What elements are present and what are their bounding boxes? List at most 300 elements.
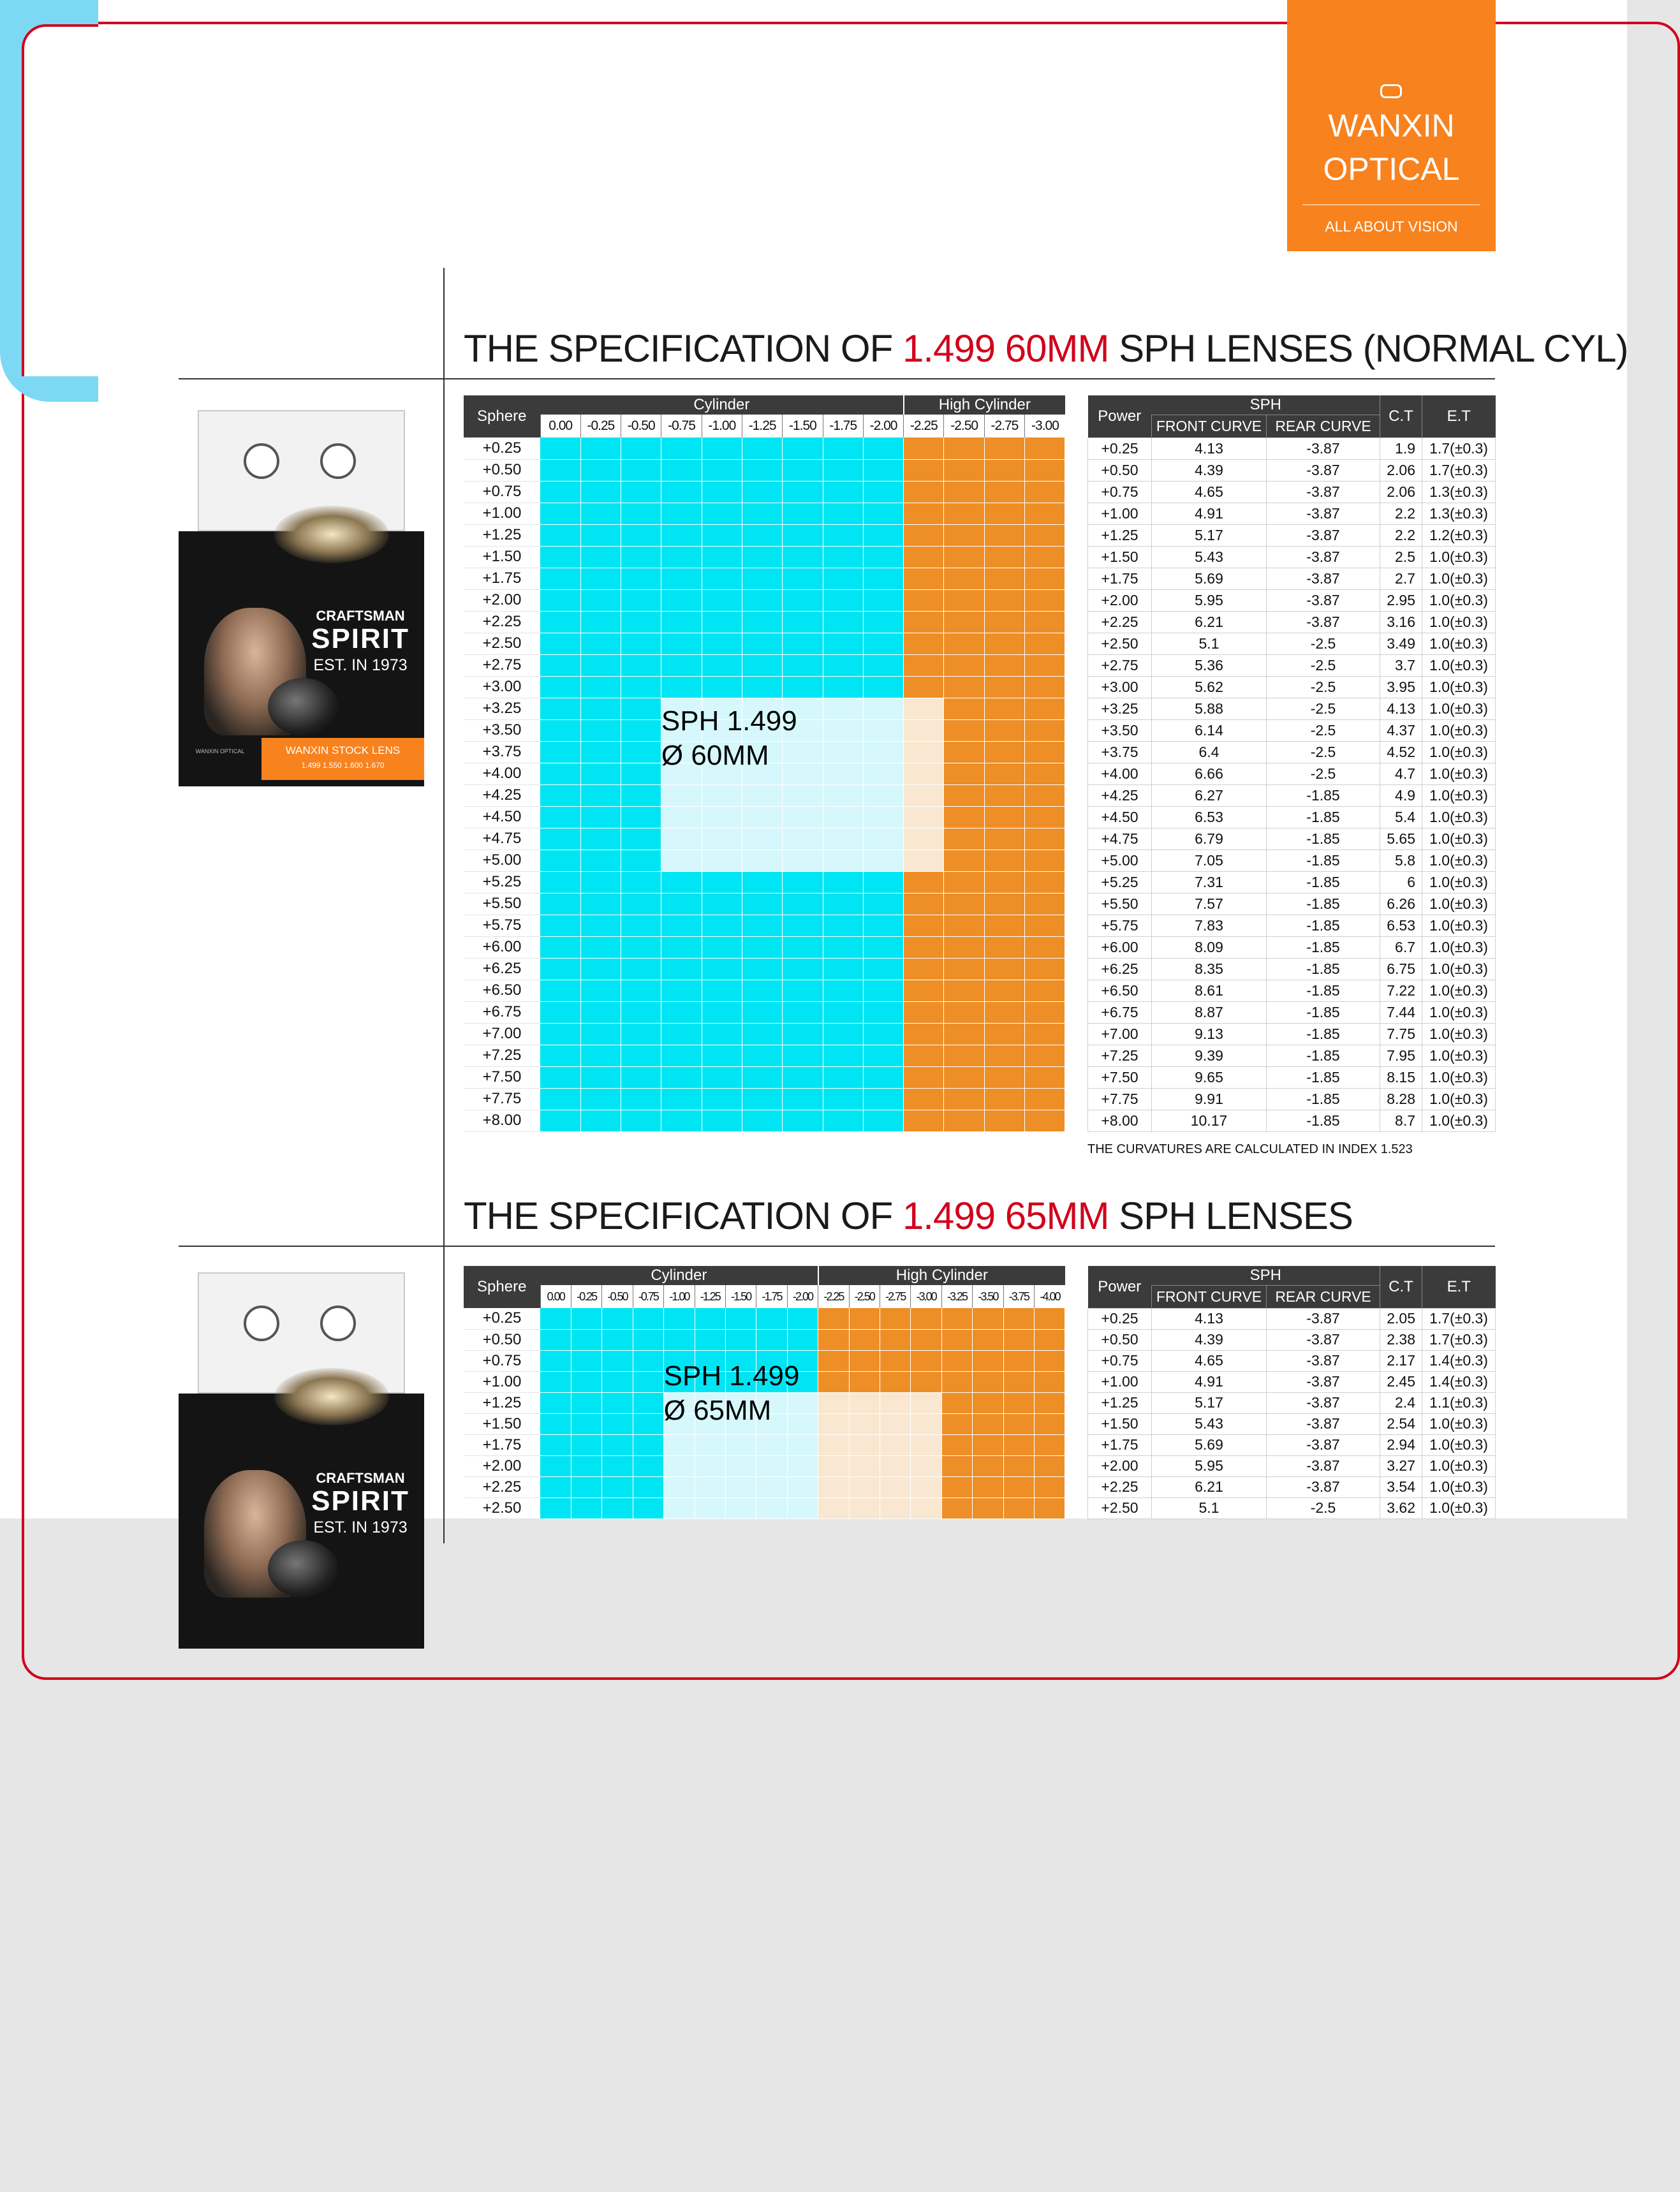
sphere-value: +6.50 [464, 980, 540, 1001]
cylinder-cell [540, 568, 580, 589]
cylinder-cell [742, 893, 782, 915]
high-cylinder-cell [880, 1497, 910, 1519]
cylinder-cell [633, 1350, 663, 1371]
high-cylinder-cell [911, 1329, 941, 1350]
cylinder-cell [863, 654, 903, 676]
high-cylinder-cell [944, 915, 984, 936]
ct-value: 2.06 [1380, 481, 1422, 503]
cylinder-cell [580, 676, 621, 698]
ct-value: 6.53 [1380, 915, 1422, 936]
spec-row [1088, 784, 1496, 806]
high-cyl-col-label: -2.50 [849, 1285, 880, 1308]
high-cylinder-cell [984, 915, 1024, 936]
cylinder-cell [863, 611, 903, 633]
cylinder-cell [863, 806, 903, 828]
rear-curve-value: -2.5 [1267, 1497, 1380, 1519]
cylinder-cell [783, 524, 823, 546]
power-value: +7.75 [1088, 1088, 1152, 1110]
cylinder-cell [661, 611, 702, 633]
power-value: +2.00 [1088, 1455, 1152, 1476]
high-cylinder-cell [880, 1455, 910, 1476]
title-prefix: THE SPECIFICATION OF [464, 327, 903, 370]
cylinder-cell [695, 1497, 725, 1519]
cylinder-cell [621, 871, 661, 893]
et-value: 1.0(±0.3) [1422, 893, 1496, 915]
front-curve-value: 6.21 [1152, 611, 1267, 633]
power-value: +0.25 [1088, 438, 1152, 459]
cylinder-cell [633, 1371, 663, 1392]
rear-curve-value: -2.5 [1267, 676, 1380, 698]
rear-curve-value: -2.5 [1267, 698, 1380, 719]
brand-block [1287, 0, 1496, 251]
spec-row [1088, 893, 1496, 915]
spec-row [1088, 1045, 1496, 1066]
cylinder-cell [621, 503, 661, 524]
cyl-col-label: -1.75 [823, 415, 863, 438]
high-cylinder-cell [904, 784, 944, 806]
rear-curve-value: -3.87 [1267, 481, 1380, 503]
high-cylinder-cell [904, 958, 944, 980]
cylinder-cell [580, 980, 621, 1001]
cylinder-cell [783, 850, 823, 871]
high-cylinder-cell [1025, 481, 1065, 503]
cylinder-cell [756, 1308, 787, 1329]
cylinder-cell [621, 1001, 661, 1023]
cylinder-cell [621, 936, 661, 958]
cylinder-cell [621, 654, 661, 676]
cylinder-cell [702, 1066, 742, 1088]
cylinder-cell [540, 958, 580, 980]
spec-row [1088, 1329, 1496, 1350]
grid-row [464, 1434, 1065, 1455]
high-cylinder-cell [1025, 719, 1065, 741]
cylinder-cell [540, 828, 580, 850]
cylinder-cell [664, 1455, 695, 1476]
sphere-value: +2.50 [464, 633, 540, 654]
et-value: 1.0(±0.3) [1422, 784, 1496, 806]
ct-value: 8.15 [1380, 1066, 1422, 1088]
spec-row [1088, 871, 1496, 893]
ct-value: 2.05 [1380, 1308, 1422, 1329]
cylinder-cell [571, 1329, 601, 1350]
cylinder-cell [661, 481, 702, 503]
front-curve-value: 4.91 [1152, 503, 1267, 524]
sphere-value: +7.00 [464, 1023, 540, 1045]
power-value: +3.50 [1088, 719, 1152, 741]
cylinder-cell [695, 1308, 725, 1329]
cylinder-cell [580, 611, 621, 633]
cylinder-cell [702, 438, 742, 459]
cylinder-cell [787, 1308, 818, 1329]
high-cylinder-cell [1025, 676, 1065, 698]
cyl-col-label: -0.25 [571, 1285, 601, 1308]
cylinder-cell [621, 438, 661, 459]
high-cylinder-cell [984, 459, 1024, 481]
cylinder-cell [823, 546, 863, 568]
cylinder-cell [633, 1497, 663, 1519]
high-cylinder-cell [984, 1088, 1024, 1110]
sphere-value: +1.25 [464, 524, 540, 546]
high-cylinder-cell [984, 1045, 1024, 1066]
package-line1: CRAFTSMAN [316, 608, 405, 624]
power-value: +3.75 [1088, 741, 1152, 763]
grid-row [464, 459, 1065, 481]
side-tab-label-wrap [37, 268, 88, 395]
ct-value: 1.9 [1380, 438, 1422, 459]
high-cylinder-cell [984, 633, 1024, 654]
high-cylinder-cell [904, 503, 944, 524]
ct-value: 7.44 [1380, 1001, 1422, 1023]
cylinder-cell [621, 676, 661, 698]
cylinder-cell [823, 784, 863, 806]
power-value: +4.75 [1088, 828, 1152, 850]
high-cylinder-cell [904, 676, 944, 698]
high-cylinder-cell [1025, 915, 1065, 936]
grid-row [464, 806, 1065, 828]
sphere-value: +3.25 [464, 698, 540, 719]
cylinder-cell [863, 1066, 903, 1088]
ct-value: 2.5 [1380, 546, 1422, 568]
cylinder-cell [571, 1497, 601, 1519]
sph-header: SPH [1152, 395, 1380, 415]
et-value: 1.0(±0.3) [1422, 719, 1496, 741]
sphere-value: +5.25 [464, 871, 540, 893]
grid-row [464, 1001, 1065, 1023]
high-cylinder-cell [944, 698, 984, 719]
cylinder-cell [725, 1497, 756, 1519]
high-cylinder-cell [1025, 784, 1065, 806]
et-value: 1.0(±0.3) [1422, 1455, 1496, 1476]
cylinder-cell [823, 481, 863, 503]
power-value: +8.00 [1088, 1110, 1152, 1131]
high-cylinder-cell [1003, 1329, 1034, 1350]
sphere-value: +2.50 [464, 1497, 540, 1519]
cylinder-cell [823, 828, 863, 850]
rear-curve-value: -1.85 [1267, 893, 1380, 915]
high-cylinder-cell [944, 503, 984, 524]
package-line3: EST. IN 1973 [313, 1519, 408, 1536]
cylinder-cell [661, 806, 702, 828]
high-cylinder-cell [984, 784, 1024, 806]
cylinder-cell [580, 481, 621, 503]
cylinder-cell [580, 850, 621, 871]
spec-table [1087, 395, 1496, 1132]
high-cylinder-cell [984, 524, 1024, 546]
high-cylinder-cell [984, 893, 1024, 915]
sphere-value: +1.50 [464, 546, 540, 568]
cylinder-cell [633, 1434, 663, 1455]
front-curve-value: 4.13 [1152, 1308, 1267, 1329]
cylinder-cell [787, 1455, 818, 1476]
sphere-value: +0.50 [464, 1329, 540, 1350]
power-value: +4.50 [1088, 806, 1152, 828]
cyl-col-label: -1.50 [783, 415, 823, 438]
et-value: 1.0(±0.3) [1422, 850, 1496, 871]
high-cyl-col-label: -3.00 [1025, 415, 1065, 438]
cylinder-cell [695, 1476, 725, 1497]
sphere-header: Sphere [464, 395, 540, 438]
sphere-value: +3.50 [464, 719, 540, 741]
high-cylinder-cell [944, 459, 984, 481]
cylinder-cell [823, 806, 863, 828]
cylinder-cell [823, 1001, 863, 1023]
grid-row [464, 633, 1065, 654]
cylinder-cell [702, 676, 742, 698]
front-curve-value: 6.4 [1152, 741, 1267, 763]
rear-curve-value: -1.85 [1267, 936, 1380, 958]
high-cylinder-cell [944, 719, 984, 741]
rear-curve-value: -1.85 [1267, 1088, 1380, 1110]
et-value: 1.7(±0.3) [1422, 1329, 1496, 1350]
cylinder-cell [580, 1023, 621, 1045]
high-cylinder-cell [1025, 958, 1065, 980]
grid-row [464, 1110, 1065, 1131]
cylinder-cell [580, 633, 621, 654]
high-cylinder-cell [1025, 893, 1065, 915]
grid-row [464, 438, 1065, 459]
high-cylinder-cell [904, 481, 944, 503]
section-title-2 [464, 1194, 1353, 1238]
et-value: 1.0(±0.3) [1422, 654, 1496, 676]
cylinder-cell [783, 806, 823, 828]
cylinder-cell [863, 958, 903, 980]
grid-row [464, 871, 1065, 893]
high-cylinder-cell [944, 1001, 984, 1023]
grid-row [464, 611, 1065, 633]
front-curve-value: 4.39 [1152, 1329, 1267, 1350]
rear-curve-value: -2.5 [1267, 741, 1380, 763]
grid-row [464, 784, 1065, 806]
cylinder-cell [783, 611, 823, 633]
cylinder-cell [602, 1455, 633, 1476]
spec-row [1088, 1497, 1496, 1519]
high-cylinder-cell [818, 1455, 849, 1476]
spec-row [1088, 1392, 1496, 1413]
grid-row [464, 589, 1065, 611]
rear-curve-value: -1.85 [1267, 958, 1380, 980]
cylinder-cell [742, 1045, 782, 1066]
cylinder-cell [742, 958, 782, 980]
sphere-value: +3.00 [464, 676, 540, 698]
high-cylinder-cell [904, 828, 944, 850]
high-cylinder-cell [944, 481, 984, 503]
high-cyl-col-label: -3.50 [973, 1285, 1003, 1308]
sphere-value: +5.75 [464, 915, 540, 936]
cylinder-cell [863, 1001, 903, 1023]
cylinder-cell [571, 1476, 601, 1497]
cylinder-cell [725, 1434, 756, 1455]
power-value: +1.50 [1088, 546, 1152, 568]
et-value: 1.4(±0.3) [1422, 1371, 1496, 1392]
et-value: 1.0(±0.3) [1422, 676, 1496, 698]
power-value: +1.25 [1088, 1392, 1152, 1413]
high-cylinder-cell [849, 1308, 880, 1329]
high-cylinder-cell [941, 1413, 972, 1434]
rear-curve-value: -3.87 [1267, 1308, 1380, 1329]
power-value: +0.75 [1088, 481, 1152, 503]
cylinder-cell [661, 1045, 702, 1066]
cylinder-cell [783, 481, 823, 503]
cylinder-cell [702, 459, 742, 481]
cylinder-cell [702, 1088, 742, 1110]
cylinder-cell [863, 589, 903, 611]
cyl-col-label: -1.25 [742, 415, 782, 438]
ct-value: 2.2 [1380, 524, 1422, 546]
spec-row [1088, 633, 1496, 654]
grid-row [464, 1066, 1065, 1088]
rear-curve-value: -1.85 [1267, 1045, 1380, 1066]
rear-curve-value: -1.85 [1267, 915, 1380, 936]
grid-row [464, 654, 1065, 676]
ct-value: 5.8 [1380, 850, 1422, 871]
cylinder-cell [702, 503, 742, 524]
high-cylinder-cell [904, 546, 944, 568]
et-value: 1.0(±0.3) [1422, 1066, 1496, 1088]
high-cylinder-header: High Cylinder [904, 395, 1065, 415]
high-cylinder-cell [880, 1329, 910, 1350]
rear-curve-value: -2.5 [1267, 719, 1380, 741]
package-band-title: WANXIN STOCK LENS [285, 744, 401, 756]
package-band-sub: 1.499 1.550 1.600 1.670 [301, 761, 385, 770]
cylinder-cell [742, 633, 782, 654]
cylinder-cell [621, 633, 661, 654]
cylinder-cell [540, 1088, 580, 1110]
et-value: 1.0(±0.3) [1422, 1476, 1496, 1497]
cylinder-cell [661, 1088, 702, 1110]
front-curve-value: 5.17 [1152, 1392, 1267, 1413]
spec-row [1088, 1434, 1496, 1455]
cylinder-cell [783, 1066, 823, 1088]
high-cyl-col-label: -4.00 [1035, 1285, 1065, 1308]
cyl-col-label: -1.00 [664, 1285, 695, 1308]
cylinder-cell [863, 1088, 903, 1110]
cyl-col-label: -1.00 [702, 415, 742, 438]
spec-row [1088, 1350, 1496, 1371]
sphere-header: Sphere [464, 1266, 540, 1308]
cylinder-cell [742, 481, 782, 503]
power-value: +7.25 [1088, 1045, 1152, 1066]
cylinder-cell [540, 1001, 580, 1023]
high-cylinder-cell [904, 459, 944, 481]
spec-row [1088, 654, 1496, 676]
cylinder-cell [823, 1023, 863, 1045]
brand-name-line2: OPTICAL [1323, 151, 1460, 187]
high-cylinder-cell [1025, 936, 1065, 958]
cylinder-cell [863, 524, 903, 546]
ct-value: 2.7 [1380, 568, 1422, 589]
et-value: 1.0(±0.3) [1422, 828, 1496, 850]
high-cyl-col-label: -3.75 [1003, 1285, 1034, 1308]
high-cylinder-cell [904, 1066, 944, 1088]
sphere-value: +4.25 [464, 784, 540, 806]
cylinder-cell [863, 850, 903, 871]
cylinder-cell [621, 784, 661, 806]
cylinder-cell [571, 1455, 601, 1476]
cylinder-cell [540, 1045, 580, 1066]
power-value: +6.25 [1088, 958, 1152, 980]
high-cylinder-cell [1025, 611, 1065, 633]
high-cylinder-cell [944, 546, 984, 568]
cylinder-cell [783, 1088, 823, 1110]
cylinder-cell [823, 1066, 863, 1088]
high-cylinder-cell [849, 1329, 880, 1350]
cylinder-cell [702, 893, 742, 915]
cylinder-cell [702, 568, 742, 589]
cylinder-cell [787, 1329, 818, 1350]
ct-value: 7.22 [1380, 980, 1422, 1001]
high-cylinder-cell [941, 1455, 972, 1476]
sphere-value: +0.25 [464, 438, 540, 459]
high-cylinder-cell [1035, 1392, 1065, 1413]
high-cyl-col-label: -3.00 [911, 1285, 941, 1308]
high-cylinder-cell [904, 1023, 944, 1045]
cylinder-cell [621, 806, 661, 828]
sphere-value: +2.00 [464, 1455, 540, 1476]
cylinder-cell [571, 1371, 601, 1392]
cylinder-grid-1 [464, 395, 1065, 1132]
sphere-value: +1.25 [464, 1392, 540, 1413]
cylinder-cell [621, 980, 661, 1001]
cylinder-cell [540, 503, 580, 524]
cylinder-cell [823, 524, 863, 546]
rear-curve-value: -1.85 [1267, 806, 1380, 828]
cylinder-cell [823, 893, 863, 915]
rear-curve-value: -1.85 [1267, 980, 1380, 1001]
cylinder-cell [702, 871, 742, 893]
high-cylinder-cell [1025, 459, 1065, 481]
section-title-1 [464, 327, 1628, 371]
cylinder-cell [661, 589, 702, 611]
cylinder-cell [725, 1476, 756, 1497]
cylinder-cell [823, 1088, 863, 1110]
spec-row [1088, 1110, 1496, 1131]
front-curve-value: 4.13 [1152, 438, 1267, 459]
power-value: +0.50 [1088, 459, 1152, 481]
caption-line1: SPH 1.499 [663, 1360, 800, 1392]
rear-curve-header: REAR CURVE [1267, 1285, 1380, 1308]
sphere-value: +0.75 [464, 1350, 540, 1371]
high-cylinder-cell [984, 980, 1024, 1001]
ct-value: 3.27 [1380, 1455, 1422, 1476]
high-cylinder-cell [904, 654, 944, 676]
grid-row [464, 936, 1065, 958]
side-tab[interactable] [0, 0, 98, 402]
cylinder-cell [602, 1329, 633, 1350]
et-value: 1.2(±0.3) [1422, 524, 1496, 546]
cylinder-cell [661, 568, 702, 589]
ct-value: 3.95 [1380, 676, 1422, 698]
high-cylinder-cell [904, 611, 944, 633]
spec-row [1088, 524, 1496, 546]
high-cylinder-cell [911, 1308, 941, 1329]
cylinder-cell [621, 1110, 661, 1131]
high-cylinder-cell [1025, 633, 1065, 654]
rear-curve-value: -2.5 [1267, 633, 1380, 654]
cylinder-cell [783, 1023, 823, 1045]
high-cylinder-cell [941, 1476, 972, 1497]
front-curve-header: FRONT CURVE [1152, 1285, 1267, 1308]
cylinder-cell [823, 871, 863, 893]
ct-value: 7.75 [1380, 1023, 1422, 1045]
high-cylinder-cell [911, 1434, 941, 1455]
package-mini-brand: WANXIN OPTICAL [195, 748, 245, 754]
package-line2: SPIRIT [311, 1485, 409, 1517]
cylinder-cell [580, 589, 621, 611]
cylinder-cell [742, 980, 782, 1001]
rear-curve-value: -3.87 [1267, 524, 1380, 546]
brand-divider [1302, 204, 1480, 205]
title-highlight: 1.499 65MM [902, 1195, 1109, 1237]
